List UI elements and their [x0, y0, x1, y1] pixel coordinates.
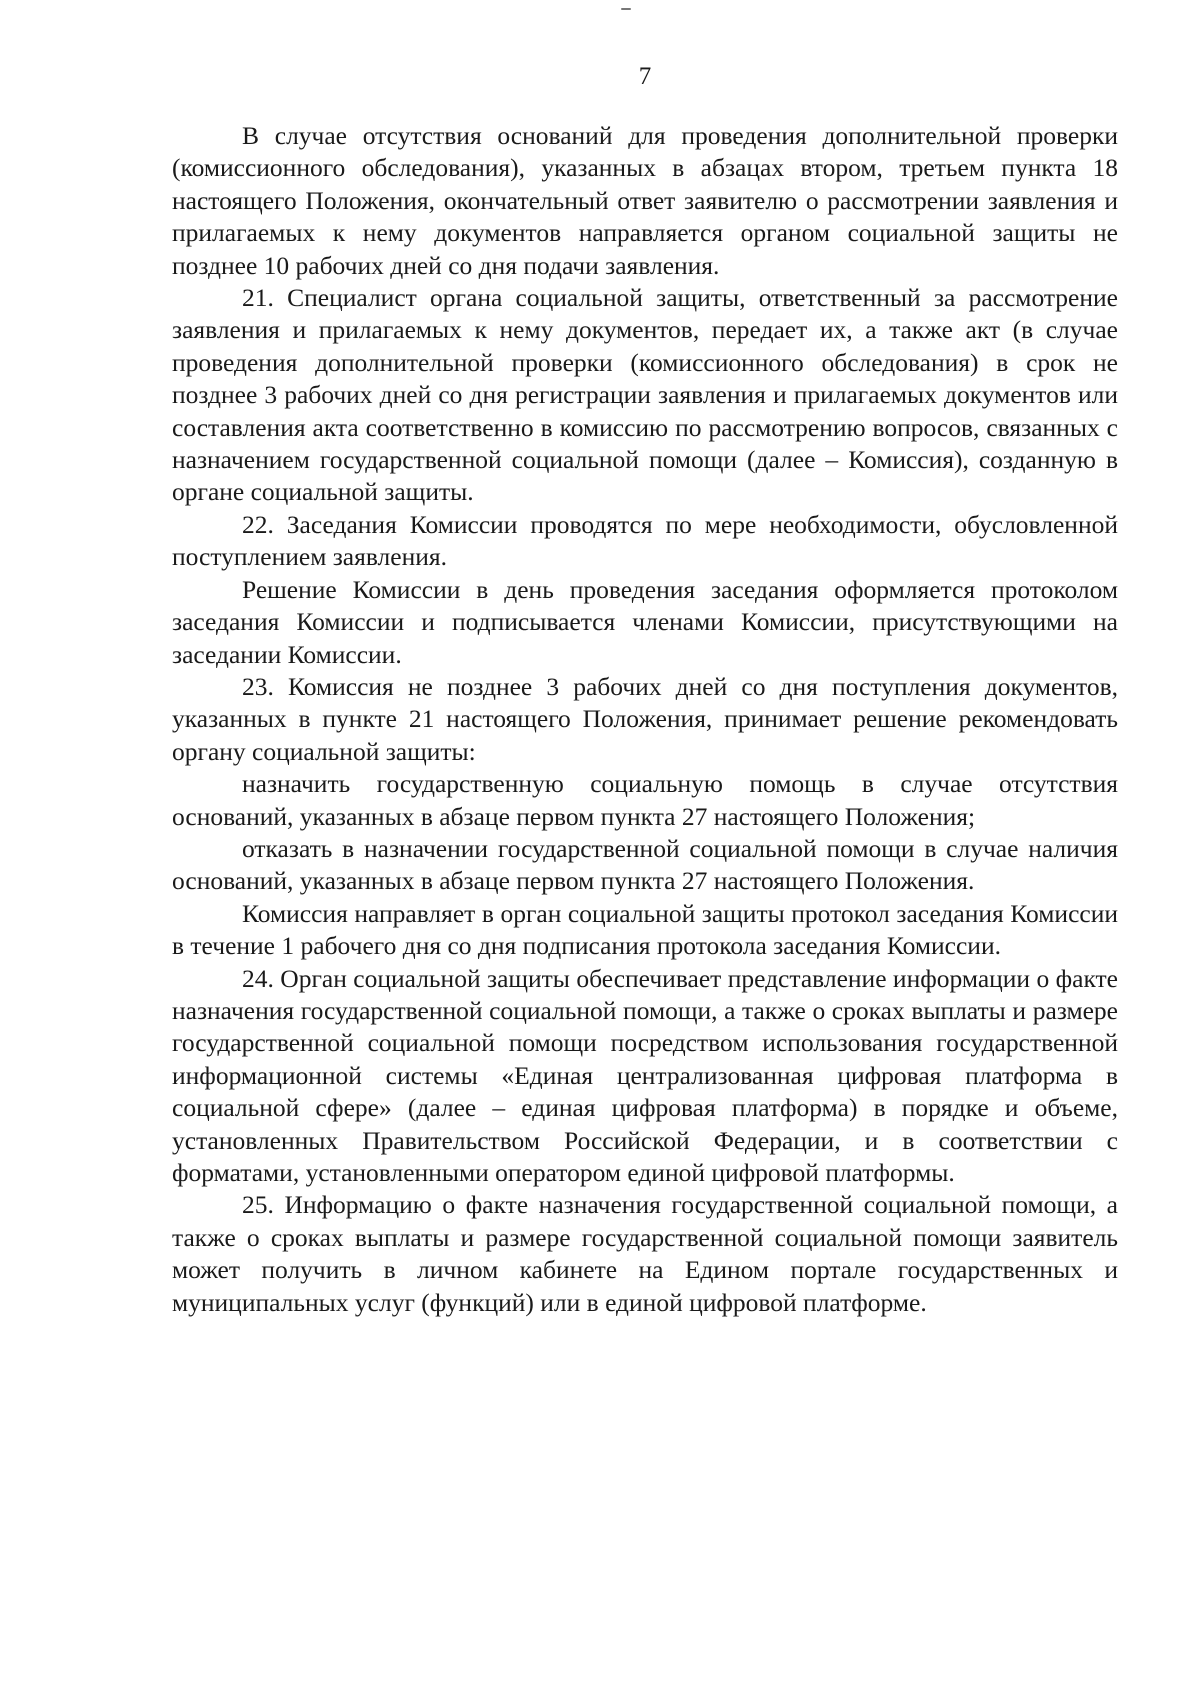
paragraph-refuse-aid: отказать в назначении государственной социальной помощи в случае наличия оснований, указанных в абзаце первом пункта 27 настоящего Положения.: [172, 833, 1118, 896]
paragraph-protocol-sending: Комиссия направляет в орган социальной защиты протокол заседания Комиссии в течение 1 рабочего дня со дня подписания протокола заседания Комиссии.: [172, 898, 1118, 961]
document-body: [172, 120, 1118, 1319]
paragraph-commission-decision: Решение Комиссии в день проведения заседания оформляется протоколом заседания Комиссии и подписывается членами Комиссии, присутствующими на заседании Комиссии.: [172, 574, 1118, 669]
scan-artifact-top: [621, 8, 631, 10]
paragraph-final-answer: В случае отсутствия оснований для проведения дополнительной проверки (комиссионного обследования), указанных в абзацах втором, третьем пункта 18 настоящего Положения, окончательный ответ заявителю о рассмотрении заявления и прилагаемых к нему документов направляется органом социальной защиты не позднее 10 рабочих дней со дня подачи заявления.: [172, 121, 1118, 280]
paragraph-item-22: 22. Заседания Комиссии проводятся по мере необходимости, обусловленной поступлением заявления.: [172, 509, 1118, 572]
paragraph-item-21: 21. Специалист органа социальной защиты, ответственный за рассмотрение заявления и прилагаемых к нему документов, передает их, а также акт (в случае проведения дополнительной проверки (комиссионного обследования) в срок не позднее 3 рабочих дней со дня регистрации заявления и прилагаемых документов или составления акта соответственно в комиссию по рассмотрению вопросов, связанных с назначением государственной социальной помощи (далее – Комиссия), созданную в органе социальной защиты.: [172, 283, 1118, 507]
paragraph-item-23: 23. Комиссия не позднее 3 рабочих дней со дня поступления документов, указанных в пункте 21 настоящего Положения, принимает решение рекомендовать органу социальной защиты:: [172, 671, 1118, 766]
paragraph-item-24: 24. Орган социальной защиты обеспечивает представление информации о факте назначения государственной социальной помощи, а также о сроках выплаты и размере государственной социальной помощи посредством использования государственной информационной системы «Единая централизованная цифровая платформа в социальной сфере» (далее – единая цифровая платформа) в порядке и объеме, установленных Правительством Российской Федерации, и в соответствии с форматами, установленными оператором единой цифровой платформы.: [172, 963, 1118, 1187]
paragraph-item-25: 25. Информацию о факте назначения государственной социальной помощи, а также о сроках выплаты и размере государственной социальной помощи заявитель может получить в личном кабинете на Едином портале государственных и муниципальных услуг (функций) или в единой цифровой платформе.: [172, 1190, 1118, 1317]
paragraph-assign-aid: назначить государственную социальную помощь в случае отсутствия оснований, указанных в абзаце первом пункта 27 настоящего Положения;: [172, 769, 1118, 831]
page-number: 7: [638, 63, 652, 90]
